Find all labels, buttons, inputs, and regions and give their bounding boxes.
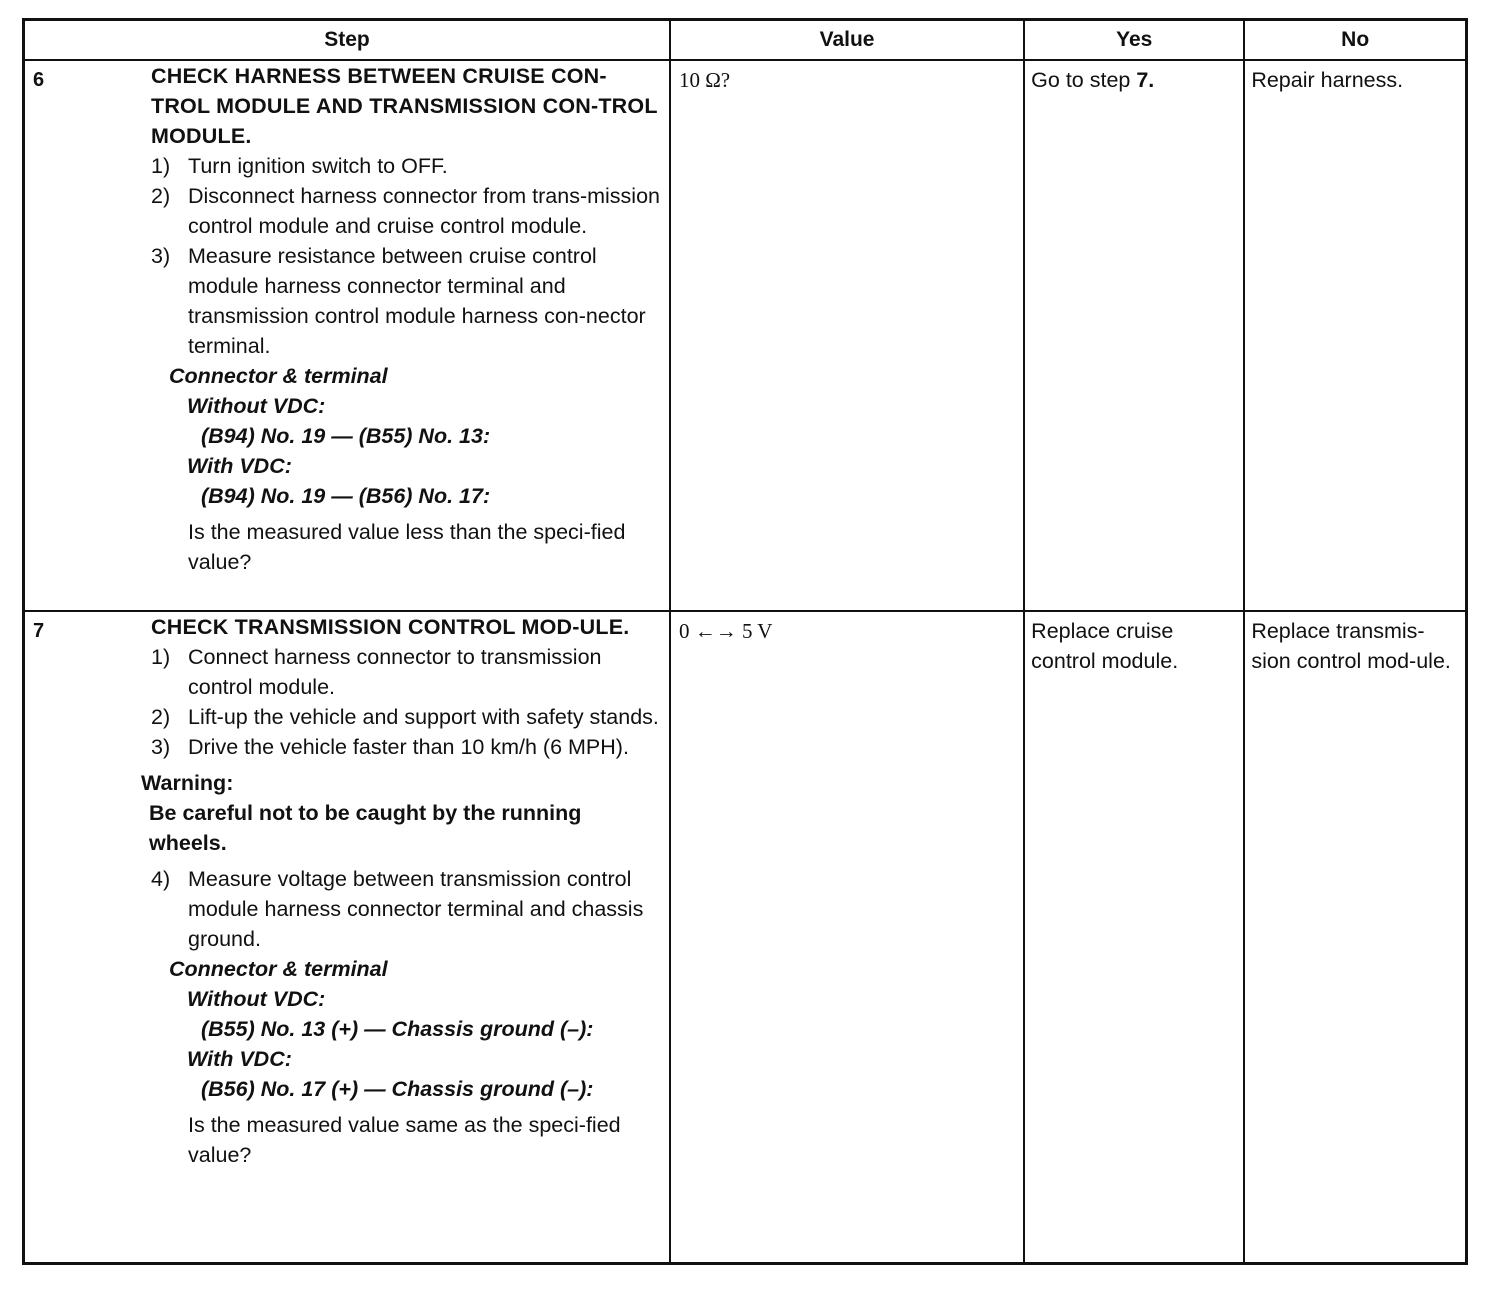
item-text: Lift-up the vehicle and support with safety stands. (188, 705, 659, 729)
no-action: Replace transmis-sion control mod-ule. (1251, 619, 1451, 673)
with-vdc-label: With VDC: (187, 1047, 292, 1071)
step-6-value-cell (670, 60, 1024, 611)
list-item (151, 732, 665, 762)
no-action: Repair harness. (1251, 68, 1404, 92)
item-number: 1) (151, 645, 171, 669)
step-title: CHECK HARNESS BETWEEN CRUISE CON-TROL MODULE AND TRANSMISSION CON-TROL MODULE. (151, 64, 658, 148)
diagnostic-table (22, 18, 1468, 1265)
warning-text: Be careful not to be caught by the running wheels. (149, 801, 582, 855)
list-item (151, 181, 665, 241)
connector-heading: Connector & terminal (169, 364, 388, 388)
item-text: Connect harness connector to transmission control module. (188, 645, 602, 699)
item-number: 1) (151, 154, 171, 178)
yes-prefix: Go to step (1031, 68, 1137, 92)
step-question: Is the measured value same as the speci-fied value? (188, 1113, 621, 1167)
list-item (151, 702, 665, 732)
with-vdc-terminal: (B56) No. 17 (+) — Chassis ground (–): (201, 1077, 594, 1101)
warning-label: Warning: (141, 771, 234, 795)
without-vdc-terminal: (B94) No. 19 — (B55) No. 13: (201, 424, 491, 448)
item-text: Measure resistance between cruise control module harness connector terminal and transmission control module harness con-nector terminal. (188, 244, 646, 358)
step-body (141, 612, 669, 1170)
list-item (151, 241, 665, 361)
step-value: 0 ←→ 5 V (678, 619, 773, 643)
item-number: 3) (151, 244, 171, 268)
header-yes: Yes (1024, 20, 1244, 61)
item-number: 2) (151, 184, 171, 208)
item-text: Drive the vehicle faster than 10 km/h (6 MPH). (188, 735, 629, 759)
step-body (151, 61, 669, 577)
step-6-cell (24, 60, 670, 611)
step-7-value-cell (670, 611, 1024, 1263)
table-row-step-6 (24, 60, 1467, 611)
item-text: Measure voltage between transmission control module harness connector terminal and chassis ground. (188, 867, 644, 951)
step-number: 7 (33, 620, 45, 642)
step-title: CHECK TRANSMISSION CONTROL MOD-ULE. (151, 615, 630, 639)
item-number: 4) (151, 867, 171, 891)
list-item (151, 642, 665, 702)
header-step: Step (24, 20, 670, 61)
without-vdc-terminal: (B55) No. 13 (+) — Chassis ground (–): (201, 1017, 594, 1041)
step-value: 10 Ω? (678, 68, 731, 92)
yes-step-ref: 7. (1136, 68, 1155, 92)
item-text: Disconnect harness connector from trans-mission control module and cruise control module. (188, 184, 660, 238)
without-vdc-label: Without VDC: (187, 987, 326, 1011)
item-number: 2) (151, 705, 171, 729)
with-vdc-label: With VDC: (187, 454, 292, 478)
with-vdc-terminal: (B94) No. 19 — (B56) No. 17: (201, 484, 491, 508)
item-text: Turn ignition switch to OFF. (188, 154, 448, 178)
step-6-no-cell (1244, 60, 1466, 611)
step-number: 6 (33, 69, 45, 91)
header-value: Value (670, 20, 1024, 61)
yes-action (1025, 61, 1243, 95)
step-question: Is the measured value less than the speci-fied value? (188, 520, 626, 574)
step-6-yes-cell (1024, 60, 1244, 611)
step-7-yes-cell (1024, 611, 1244, 1263)
step-7-no-cell (1244, 611, 1466, 1263)
list-item (151, 864, 665, 954)
list-item (151, 151, 665, 181)
step-7-cell (24, 611, 670, 1263)
connector-heading: Connector & terminal (169, 957, 388, 981)
item-number: 3) (151, 735, 171, 759)
header-no: No (1244, 20, 1466, 61)
header-row (24, 20, 1467, 61)
table-row-step-7 (24, 611, 1467, 1263)
without-vdc-label: Without VDC: (187, 394, 326, 418)
yes-action: Replace cruise control module. (1031, 619, 1179, 673)
